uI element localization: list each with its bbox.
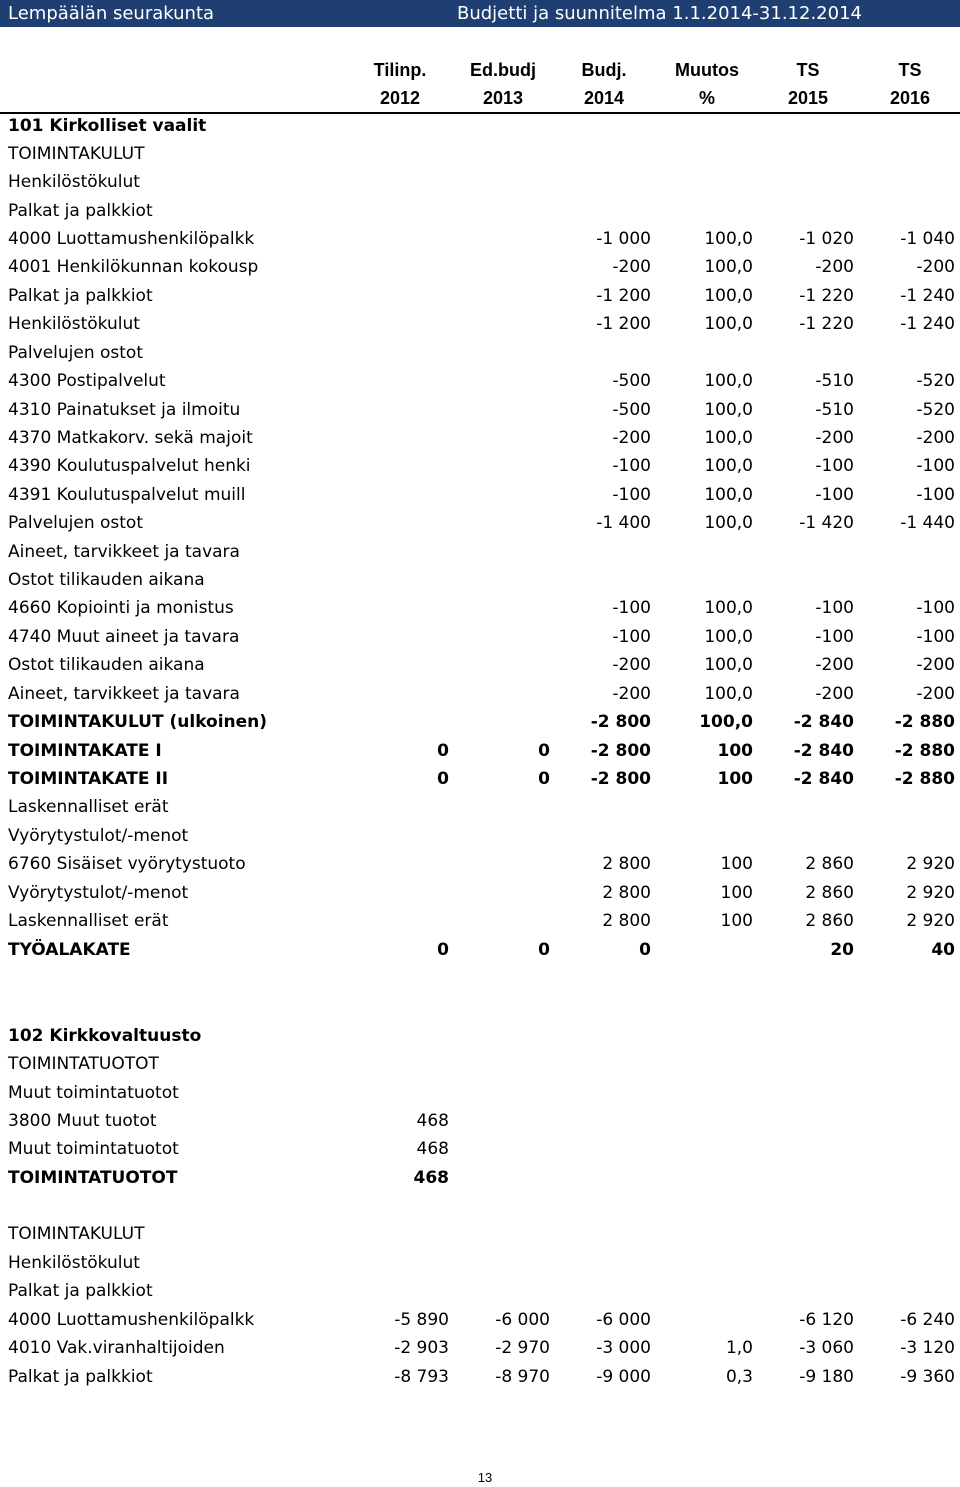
- row-value: -1 220: [799, 286, 854, 306]
- row-value: -100: [612, 627, 651, 647]
- row-value: 100: [717, 769, 753, 789]
- row-value: -1 240: [900, 314, 955, 334]
- row-label: Palkat ja palkkiot: [8, 201, 153, 221]
- table-row: [0, 1050, 960, 1078]
- row-value: -8 970: [495, 1367, 550, 1387]
- row-value: -2 800: [590, 741, 651, 761]
- table-row: [0, 253, 960, 281]
- row-value: -2 800: [590, 712, 651, 732]
- column-header-ts-2016: TS: [898, 60, 922, 80]
- row-value: 100,0: [704, 314, 753, 334]
- column-header-tilinp-year: 2012: [379, 88, 421, 108]
- row-label: Laskennalliset erät: [8, 911, 169, 931]
- row-label: Henkilöstökulut: [8, 314, 140, 334]
- row-value: 2 920: [906, 911, 955, 931]
- row-label: Palkat ja palkkiot: [8, 1281, 153, 1301]
- row-value: -100: [815, 456, 854, 476]
- column-headers: [0, 56, 960, 114]
- row-value: 100,0: [704, 598, 753, 618]
- table-row: [0, 594, 960, 622]
- table-row: [0, 367, 960, 395]
- row-label: Muut toimintatuotot: [8, 1139, 179, 1159]
- row-value: -510: [815, 371, 854, 391]
- row-value: 0: [437, 940, 449, 960]
- row-value: 100,0: [704, 286, 753, 306]
- table-row: [0, 168, 960, 196]
- row-value: 2 860: [805, 883, 854, 903]
- column-header-budj: Budj.: [581, 60, 627, 80]
- row-value: -2 840: [793, 741, 854, 761]
- row-value: -2 840: [793, 712, 854, 732]
- table-row: [0, 936, 960, 964]
- table-row: [0, 765, 960, 793]
- table-row: [0, 1306, 960, 1334]
- row-value: -2 880: [894, 712, 955, 732]
- row-value: -520: [916, 400, 955, 420]
- row-value: -6 000: [596, 1310, 651, 1330]
- row-value: -9 000: [596, 1367, 651, 1387]
- table-row: [0, 282, 960, 310]
- table-row: [0, 566, 960, 594]
- row-value: -1 040: [900, 229, 955, 249]
- row-label: 4390 Koulutuspalvelut henki: [8, 456, 251, 476]
- row-value: -200: [815, 655, 854, 675]
- row-value: 100,0: [704, 371, 753, 391]
- table-row: [0, 1249, 960, 1277]
- row-value: -2 800: [590, 769, 651, 789]
- row-value: 2 860: [805, 911, 854, 931]
- row-value: 100,0: [704, 400, 753, 420]
- row-value: -9 360: [900, 1367, 955, 1387]
- row-value: 2 800: [602, 911, 651, 931]
- row-value: -1 220: [799, 314, 854, 334]
- column-header-tilinp: Tilinp.: [373, 60, 427, 80]
- table-row: [0, 708, 960, 736]
- row-value: -3 120: [900, 1338, 955, 1358]
- row-value: 0: [639, 940, 651, 960]
- row-value: -100: [916, 456, 955, 476]
- row-label: Laskennalliset erät: [8, 797, 169, 817]
- row-value: 100: [720, 911, 753, 931]
- row-label: Palvelujen ostot: [8, 343, 143, 363]
- row-value: -200: [815, 257, 854, 277]
- row-value: -100: [612, 598, 651, 618]
- row-value: -5 890: [394, 1310, 449, 1330]
- row-label: 4310 Painatukset ja ilmoitu: [8, 400, 241, 420]
- row-value: -100: [815, 598, 854, 618]
- row-value: -1 400: [596, 513, 651, 533]
- column-header-muutos-unit: %: [698, 88, 715, 108]
- table-row: [0, 424, 960, 452]
- row-value: -2 970: [495, 1338, 550, 1358]
- table-row: [0, 793, 960, 821]
- row-value: 100,0: [704, 513, 753, 533]
- row-value: -100: [612, 485, 651, 505]
- row-value: 100: [720, 854, 753, 874]
- table-row: [0, 850, 960, 878]
- table-row: [0, 112, 960, 140]
- row-label: Ostot tilikauden aikana: [8, 655, 205, 675]
- row-value: -200: [612, 428, 651, 448]
- row-value: 0: [538, 769, 550, 789]
- row-label: TOIMINTAKATE I: [8, 741, 162, 761]
- row-value: -520: [916, 371, 955, 391]
- table-row: [0, 225, 960, 253]
- row-label: TOIMINTAKULUT: [8, 1224, 145, 1244]
- row-value: 2 920: [906, 883, 955, 903]
- row-value: 2 800: [602, 883, 651, 903]
- table-row: [0, 1022, 960, 1050]
- row-label: TOIMINTAKATE II: [8, 769, 169, 789]
- document-title: Budjetti ja suunnitelma 1.1.2014-31.12.2014: [457, 3, 862, 24]
- row-value: -3 000: [596, 1338, 651, 1358]
- row-value: -200: [916, 655, 955, 675]
- row-value: -100: [612, 456, 651, 476]
- row-value: 0: [437, 741, 449, 761]
- row-value: 100: [720, 883, 753, 903]
- row-value: 0: [437, 769, 449, 789]
- row-label: 4010 Vak.viranhaltijoiden: [8, 1338, 225, 1358]
- row-label: TOIMINTATUOTOT: [8, 1168, 178, 1188]
- table-row: [0, 822, 960, 850]
- row-value: 40: [931, 940, 955, 960]
- row-value: 2 860: [805, 854, 854, 874]
- row-label: Ostot tilikauden aikana: [8, 570, 205, 590]
- table-row: [0, 1107, 960, 1135]
- row-label: TOIMINTATUOTOT: [8, 1054, 159, 1074]
- row-value: 100,0: [704, 257, 753, 277]
- row-value: 100: [717, 741, 753, 761]
- table-row: [0, 907, 960, 935]
- row-value: -2 903: [394, 1338, 449, 1358]
- row-label: TYÖALAKATE: [8, 940, 131, 960]
- row-value: -100: [815, 485, 854, 505]
- row-value: -200: [612, 655, 651, 675]
- row-value: -200: [916, 684, 955, 704]
- row-value: 0: [538, 741, 550, 761]
- row-value: -200: [916, 428, 955, 448]
- table-row: [0, 339, 960, 367]
- table-row: [0, 1363, 960, 1391]
- row-label: 3800 Muut tuotot: [8, 1111, 157, 1131]
- row-value: -6 240: [900, 1310, 955, 1330]
- table-row: [0, 538, 960, 566]
- table-row: [0, 481, 960, 509]
- table-row: [0, 310, 960, 338]
- row-value: -500: [612, 400, 651, 420]
- row-value: 100,0: [704, 485, 753, 505]
- row-value: -1 020: [799, 229, 854, 249]
- row-label: Aineet, tarvikkeet ja tavara: [8, 542, 240, 562]
- row-label: Henkilöstökulut: [8, 1253, 140, 1273]
- table-row: [0, 1220, 960, 1248]
- table-row: [0, 1164, 960, 1192]
- row-value: -100: [916, 627, 955, 647]
- row-value: 100,0: [704, 456, 753, 476]
- row-value: -100: [815, 627, 854, 647]
- row-label: 4000 Luottamushenkilöpalkk: [8, 1310, 255, 1330]
- table-row: [0, 197, 960, 225]
- table-row: [0, 680, 960, 708]
- column-header-budj-year: 2014: [583, 88, 625, 108]
- row-value: -1 000: [596, 229, 651, 249]
- column-header-edbudj: Ed.budj: [470, 60, 536, 80]
- table-row: [0, 651, 960, 679]
- row-label: Palkat ja palkkiot: [8, 286, 153, 306]
- row-label: 4391 Koulutuspalvelut muill: [8, 485, 246, 505]
- table-row: [0, 509, 960, 537]
- column-header-edbudj-year: 2013: [482, 88, 524, 108]
- row-value: -200: [916, 257, 955, 277]
- row-label: Palvelujen ostot: [8, 513, 143, 533]
- row-value: 100,0: [704, 428, 753, 448]
- row-label: 4740 Muut aineet ja tavara: [8, 627, 240, 647]
- row-value: 2 920: [906, 854, 955, 874]
- row-value: -9 180: [799, 1367, 854, 1387]
- row-label: 102 Kirkkovaltuusto: [8, 1026, 202, 1046]
- row-value: 468: [416, 1111, 449, 1131]
- row-label: Vyörytystulot/-menot: [8, 883, 189, 903]
- row-label: Aineet, tarvikkeet ja tavara: [8, 684, 240, 704]
- column-header-ts-2015: TS: [796, 60, 820, 80]
- row-value: -2 880: [894, 769, 955, 789]
- table-row: [0, 623, 960, 651]
- row-value: -200: [815, 428, 854, 448]
- row-value: 0: [538, 940, 550, 960]
- row-value: 2 800: [602, 854, 651, 874]
- row-label: 6760 Sisäiset vyörytystuoto: [8, 854, 246, 874]
- row-label: 101 Kirkolliset vaalit: [8, 116, 207, 136]
- table-row: [0, 1135, 960, 1163]
- row-value: 1,0: [725, 1338, 753, 1358]
- table-row: [0, 452, 960, 480]
- row-value: -6 120: [799, 1310, 854, 1330]
- organization-name: Lempäälän seurakunta: [8, 3, 215, 24]
- row-label: Henkilöstökulut: [8, 172, 140, 192]
- row-value: 100,0: [704, 684, 753, 704]
- table-row: [0, 1277, 960, 1305]
- row-value: -3 060: [799, 1338, 854, 1358]
- row-value: -1 420: [799, 513, 854, 533]
- column-header-muutos: Muutos: [675, 60, 739, 80]
- row-value: -1 240: [900, 286, 955, 306]
- row-value: -1 200: [596, 314, 651, 334]
- row-label: TOIMINTAKULUT (ulkoinen): [8, 712, 268, 732]
- row-label: Muut toimintatuotot: [8, 1083, 179, 1103]
- row-value: -1 440: [900, 513, 955, 533]
- table-row: [0, 140, 960, 168]
- table-row: [0, 396, 960, 424]
- row-value: 100,0: [704, 229, 753, 249]
- row-label: Palkat ja palkkiot: [8, 1367, 153, 1387]
- table-row: [0, 1079, 960, 1107]
- row-value: -2 880: [894, 741, 955, 761]
- row-value: 0,3: [725, 1367, 753, 1387]
- table-row: [0, 879, 960, 907]
- row-label: 4300 Postipalvelut: [8, 371, 166, 391]
- row-label: 4000 Luottamushenkilöpalkk: [8, 229, 255, 249]
- row-label: Vyörytystulot/-menot: [8, 826, 189, 846]
- row-value: 100,0: [704, 655, 753, 675]
- row-label: 4370 Matkakorv. sekä majoit: [8, 428, 253, 448]
- row-value: -6 000: [495, 1310, 550, 1330]
- row-value: 20: [830, 940, 854, 960]
- row-value: -8 793: [394, 1367, 449, 1387]
- row-value: 100,0: [704, 627, 753, 647]
- row-value: -100: [916, 598, 955, 618]
- column-header-ts-2015-year: 2015: [787, 88, 829, 108]
- row-label: 4001 Henkilökunnan kokousp: [8, 257, 259, 277]
- table-row: [0, 737, 960, 765]
- table-row: [0, 1334, 960, 1362]
- row-value: -200: [612, 684, 651, 704]
- row-value: -510: [815, 400, 854, 420]
- row-value: -200: [815, 684, 854, 704]
- row-value: 100,0: [699, 712, 753, 732]
- document-header: [0, 0, 960, 27]
- row-value: 468: [416, 1139, 449, 1159]
- page-number: 13: [477, 1470, 493, 1485]
- row-value: -200: [612, 257, 651, 277]
- row-value: -100: [916, 485, 955, 505]
- column-header-ts-2016-year: 2016: [889, 88, 931, 108]
- row-value: -500: [612, 371, 651, 391]
- row-value: 468: [413, 1168, 449, 1188]
- row-value: -2 840: [793, 769, 854, 789]
- row-value: -1 200: [596, 286, 651, 306]
- row-label: 4660 Kopiointi ja monistus: [8, 598, 234, 618]
- row-label: TOIMINTAKULUT: [8, 144, 145, 164]
